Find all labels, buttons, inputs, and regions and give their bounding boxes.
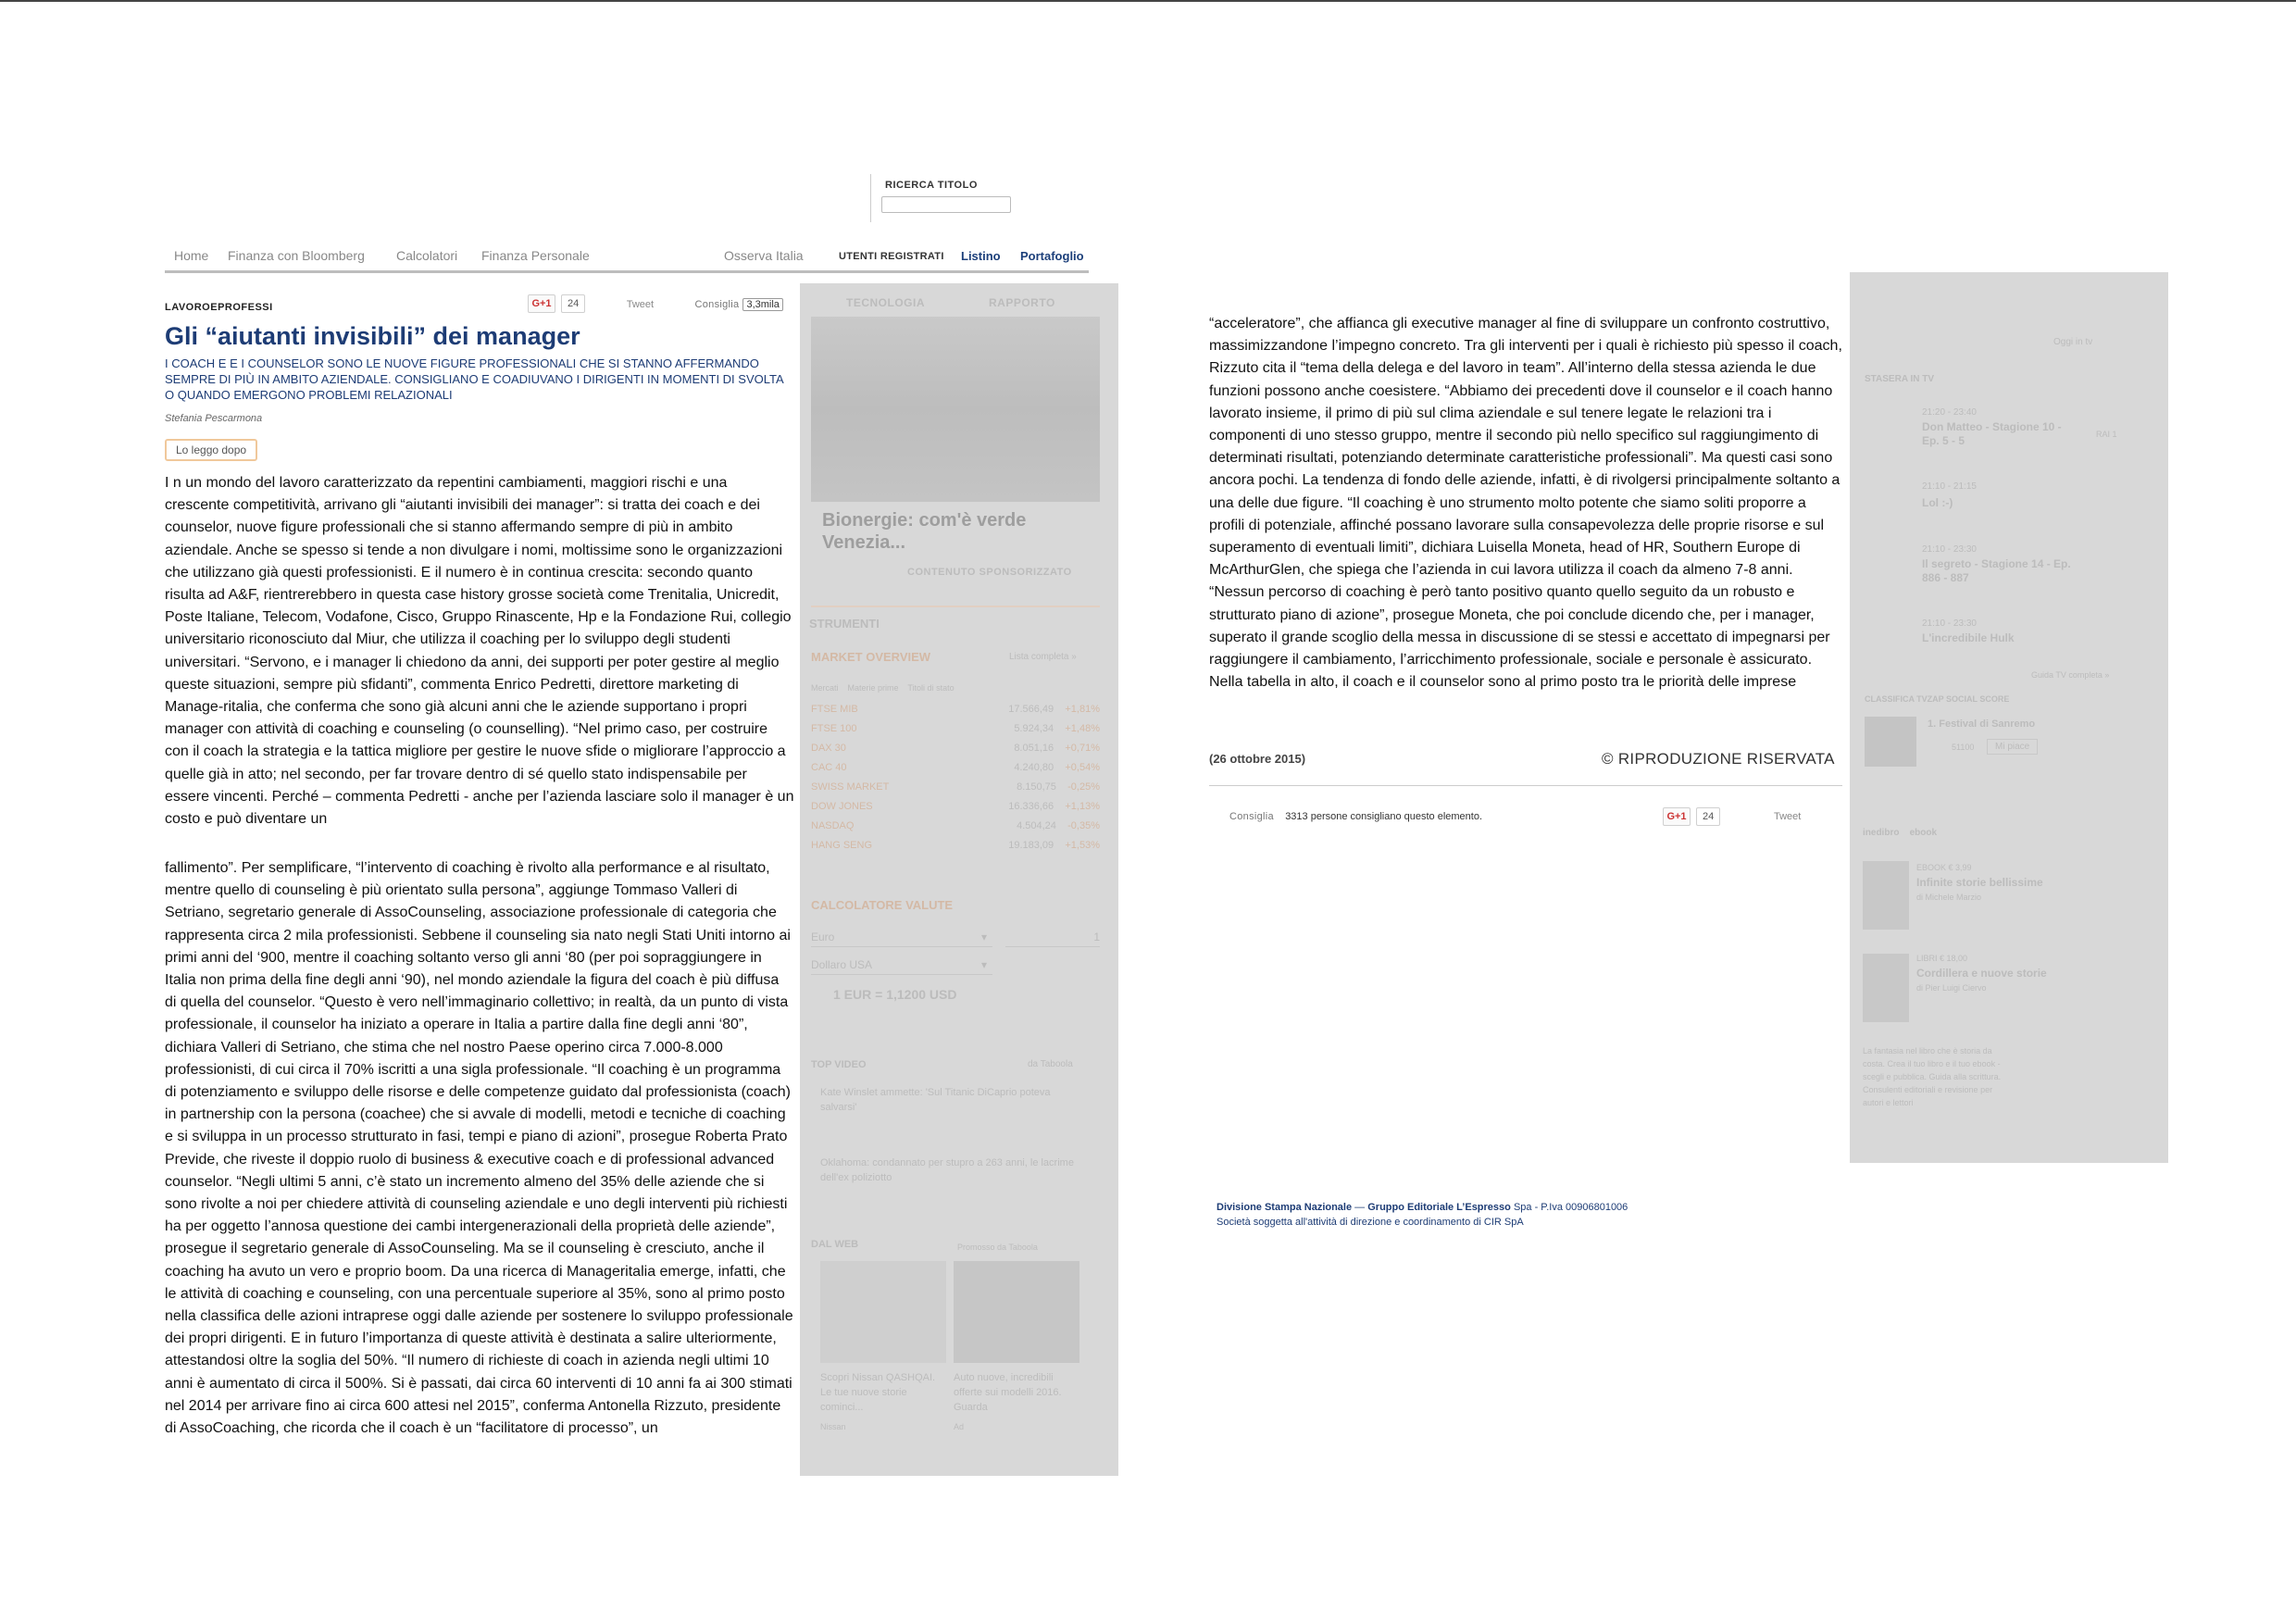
social-count: 51100 — [1952, 743, 1975, 752]
market-name[interactable]: DAX 30 — [811, 743, 846, 754]
publisher-footer — [1217, 1200, 1628, 1230]
from-currency-select[interactable] — [811, 928, 992, 947]
search-separator — [870, 174, 871, 222]
recommend-text: 3313 persone consigliano questo elemento. — [1285, 811, 1483, 822]
calc-title: CALCOLATORE VALUTE — [811, 898, 954, 912]
market-value: 8.150,75 — [1017, 781, 1056, 793]
footer-vat: Spa - P.Iva 00906801006 — [1510, 1202, 1628, 1213]
article-body-part-3: “acceleratore”, che affianca gli executive manager al fine di sviluppare un confronto costruttivo, massimizzandone l’impegno concreto. Tra gli interventi per i quali è richiesto più spesso il coach, Rizzuto cita il “tema della delega e del lavoro in team”. All’interno della stessa azienda le due funzioni possono anche coesistere. “Abbiamo dei precedenti dove il counselor e il coach hanno lavorato insieme, il primo di più sul clima aziendale e sul tenere legate le relazioni tra i componenti di uno stesso gruppo, mentre il secondo più nello specifico sul raggiungimento di determinati risultati, potenziando determinate caratteristiche professionali”. Ma questi casi sono ancora pochi. La tendenza di fondo delle aziende, infatti, è di rivolgersi principalmente soltanto a una delle due figure. “Il coaching è uno strumento molto potente che siamo soliti proporre a profili di potenziale, affinché possano lavorare sulla consapevolezza delle proprie risorse e sul superamento di eventuali limiti”, dichiara Luisella Moneta, head of HR, Southern Europe di McArthurGlen, che spiega che l’azienda in cui lavora utilizza il coach da almeno 7-8 anni. “Nessun percorso di coaching è però tanto positivo quanto quello seguito da un robusto e strutturato piano di azione”, prosegue Moneta, che poi conclude dicendo che, per i manager, superato il grande scoglio della messa in discussione di se stessi e accettato di impegnarsi per raggiungere il cambiamento, l’arricchimento professionale, sociale e personale è assicurato. Nella tabella in alto, il coach e il counselor sono al primo posto tra le priorità delle imprese — [1209, 316, 1842, 691]
tv-time: 21:20 - 23:40 — [1922, 407, 1977, 418]
top-rule — [0, 0, 2296, 2]
footer-division[interactable]: Divisione Stampa Nazionale — [1217, 1202, 1353, 1213]
video-title: TOP VIDEO — [811, 1059, 867, 1070]
market-change: +1,53% — [1065, 840, 1100, 851]
web-item-image[interactable] — [820, 1261, 946, 1363]
gplus-count: 24 — [1696, 807, 1720, 826]
book-tabs — [1863, 828, 1937, 838]
nav-home[interactable]: Home — [174, 248, 209, 263]
market-value: 4.504,24 — [1017, 820, 1056, 831]
market-tabs — [811, 683, 1100, 693]
book-tab[interactable]: ebook — [1909, 828, 1938, 838]
book-author: di Michele Marzio — [1916, 893, 1982, 902]
copyright-notice: © RIPRODUZIONE RISERVATA — [1602, 750, 1835, 768]
book-author: di Pier Luigi Ciervo — [1916, 983, 1987, 993]
market-value: 8.051,16 — [1014, 743, 1054, 754]
rate-result — [833, 987, 956, 1002]
tweet-button[interactable]: Tweet — [1774, 811, 1802, 822]
top-nav — [165, 246, 1089, 273]
divider — [1209, 785, 1842, 786]
like-button[interactable]: Mi piace — [1987, 739, 2038, 755]
web-item-text[interactable]: Scopri Nissan QASHQAI. Le tue nuove storie cominci... — [820, 1372, 936, 1413]
market-change: +1,48% — [1065, 723, 1100, 734]
to-currency-select[interactable] — [811, 956, 992, 975]
consiglia-button[interactable]: Consiglia — [694, 299, 740, 311]
market-tab[interactable]: Materie prime — [847, 683, 899, 693]
footer-line-2: Società soggetta all'attività di direzione e coordinamento di CIR SpA — [1217, 1217, 1524, 1228]
market-name[interactable]: DOW JONES — [811, 801, 873, 812]
promo-title[interactable]: Bionergie: com'è verde Venezia... — [822, 510, 1027, 553]
footer-line-1 — [1217, 1200, 1628, 1215]
nav-osserva-italia[interactable]: Osserva Italia — [724, 248, 804, 263]
article-body-part-2: fallimento”. Per semplificare, “l’intervento di coaching è rivolto alla performance e al risultato, mentre quello di counseling è più orientato sulla persona”, aggiunge Tommaso Valleri di Setriano, segretario generale di AssoCounseling, associazione professionale di categoria che rappresenta circa 2 mila professionisti. Sebbene il counseling sia nato negli Stati Uniti intorno ai primi anni del ‘900, mentre il coaching soltanto verso gli anni ‘80 (per poi sopraggiungere in Italia non prima della fine degli anni ‘90), nel mondo aziendale la figura del coach è più diffusa di quella del counselor. “Questo è vero nell’immaginario collettivo; in realtà, da un punto di vista professionale, il counselor ha iniziato a operare in Italia a partire dalla fine degli anni ‘80”, dichiara Valleri di Setriano, che stima che nel nostro Paese operino circa 7.000-8.000 professionisti, di cui circa il 70% iscritti a una sigla professionale. “Il coaching è un programma di potenziamento e sviluppo delle risorse e delle competenze guidato dal professionista (coach) in partnership con la persona (coachee) che si avvale di modelli, metodi e tecniche di coaching e si sviluppa in un processo strutturato in fasi, tempi e piano di azioni”, prosegue Roberta Prato Previde, che riveste il doppio ruolo di business & executive coach e di professional advanced counselor. “Negli ultimi 5 anni, c’è stato un incremento almeno del 35% delle aziende che si sono rivolte a noi per chiedere attività di counseling aziendale e uno degli interventi più richiesti ha per oggetto l’annosa questione dei cambi intergenerazionali della proprietà delle aziende”, prosegue il segretario generale di AssoCounseling. Ma se il counseling è cresciuto, anche il coaching ha avuto un vero e proprio boom. Da una ricerca di Manageritalia emerge, infatti, che le attività di coaching e counseling, con una percentuale superiore al 35%, sono al primo posto nella classifica delle azioni intraprese oggi dalle aziende per sostenere lo sviluppo professionale dei propri dirigenti. E in futuro l’importanza di queste attività è destinata a salire ulteriormente, attestandosi oltre la soglia del 50%. “Il numero di richieste di coach in azienda negli ultimi 10 anni è aumentato di circa il 500%. Si è passati, dai circa 60 interventi di 10 anni fa ai 300 stimati nel 2014 per arrivare fino ai circa 600 attesi nel 2015”, conferma Antonella Rizzuto, presidente di AssoCoaching, che ricorda che il coach è un “facilitatore di processo”, un — [165, 860, 793, 1437]
market-value: 17.566,49 — [1008, 704, 1054, 715]
web-title: DAL WEB — [811, 1239, 859, 1250]
amount-input[interactable]: 1 — [1005, 928, 1100, 947]
social-item[interactable]: 1. Festival di Sanremo — [1928, 718, 2036, 730]
book-cover[interactable] — [1863, 954, 1909, 1022]
market-change: -0,25% — [1067, 781, 1100, 793]
article-subtitle: I COACH E E I COUNSELOR SONO LE NUOVE FIGURE PROFESSIONALI CHE SI STANNO AFFERMANDO SEMPRE DI PIÙ IN AMBITO AZIENDALE. CONSIGLIANO E COADIUVANO I DIRIGENTI IN MOMENTI DI SVOLTA O QUANDO EMERGONO PROBLEMI RELAZIONALI — [165, 356, 783, 402]
market-name[interactable]: NASDAQ — [811, 820, 855, 831]
tv-channel: RAI 1 — [2096, 430, 2117, 439]
market-change: +1,13% — [1065, 801, 1100, 812]
video-source: da Taboola — [1028, 1059, 1073, 1069]
tv-time: 21:10 - 21:15 — [1922, 481, 1977, 492]
video-item[interactable]: Kate Winslet ammette: 'Sul Titanic DiCaprio poteva salvarsi' — [820, 1087, 1051, 1113]
market-table — [811, 700, 1100, 856]
promo-image[interactable] — [811, 317, 1100, 502]
consiglia-button[interactable]: Consiglia — [1229, 811, 1274, 822]
article-author: Stefania Pescarmona — [165, 413, 263, 424]
nav-finanza-personale[interactable]: Finanza Personale — [481, 248, 590, 263]
tweet-button[interactable]: Tweet — [626, 299, 655, 311]
web-item-image[interactable] — [954, 1261, 1079, 1363]
article-date: (26 ottobre 2015) — [1209, 752, 1306, 766]
recommend-bar — [1229, 811, 1482, 822]
tv-show[interactable]: Don Matteo - Stagione 10 - Ep. 5 - 5 — [1922, 420, 2062, 447]
book-tab[interactable]: inedibro — [1863, 828, 1900, 838]
video-item[interactable]: Oklahoma: condannato per stupro a 263 anni, le lacrime dell'ex poliziotto — [820, 1157, 1074, 1183]
market-tab[interactable]: Mercati — [811, 683, 839, 693]
market-tab[interactable]: Titoli di stato — [907, 683, 955, 693]
tab-rapporto[interactable]: RAPPORTO — [989, 296, 1055, 309]
gplus-share — [1663, 807, 1720, 826]
book-desc: La fantasia nel libro che è storia da costa. Crea il tuo libro e il tuo ebook - scegli e pubblica. Guida alla scrittura. Consulenti editoriali e revisione per autori e lettori — [1863, 1046, 2002, 1107]
strumenti-label: STRUMENTI — [809, 617, 880, 631]
book-title[interactable]: Cordillera e nuove storie — [1916, 967, 2047, 980]
tv-sidebar-panel — [1850, 272, 2168, 1163]
chevron-down-icon: ▾ — [980, 931, 987, 943]
book-meta: EBOOK € 3,99 — [1916, 863, 1972, 872]
tv-show[interactable]: Lol :-) — [1922, 496, 1953, 509]
footer-sep: — — [1352, 1202, 1368, 1213]
nav-listino[interactable]: Listino — [961, 249, 1001, 263]
to-currency: Dollaro USA — [811, 958, 873, 971]
market-change: +0,71% — [1065, 743, 1100, 754]
market-change: -0,35% — [1067, 820, 1100, 831]
market-name[interactable]: HANG SENG — [811, 840, 873, 851]
market-name[interactable]: SWISS MARKET — [811, 781, 890, 793]
sidebar-panel — [800, 283, 1118, 1476]
nav-utenti-registrati: UTENTI REGISTRATI — [839, 251, 944, 262]
market-value: 5.924,34 — [1014, 723, 1054, 734]
market-value: 19.183,09 — [1008, 840, 1054, 851]
web-item-text[interactable]: Auto nuove, incredibili offerte sui modelli 2016. Guarda — [954, 1372, 1062, 1413]
article-title: Gli “aiutanti invisibili” dei manager — [165, 322, 580, 350]
web-item-source: Ad — [954, 1422, 965, 1431]
search-input[interactable] — [881, 196, 1011, 213]
divider — [811, 606, 1100, 607]
tv-time: 21:10 - 23:30 — [1922, 618, 1977, 629]
market-change: +0,54% — [1065, 762, 1100, 773]
social-thumb[interactable] — [1865, 717, 1916, 767]
web-item-source: Nissan — [820, 1422, 846, 1431]
market-value: 4.240,80 — [1014, 762, 1054, 773]
tab-tecnologia[interactable]: TECNOLOGIA — [846, 296, 925, 309]
book-meta: LIBRI € 18,00 — [1916, 954, 1968, 963]
rate-value: 1,1200 USD — [886, 987, 957, 1002]
rate-prefix: 1 EUR = — [833, 987, 887, 1002]
market-name[interactable]: FTSE MIB — [811, 704, 858, 715]
market-title: MARKET OVERVIEW — [811, 650, 931, 664]
tv-show[interactable]: Il segreto - Stagione 14 - Ep. 886 - 887 — [1922, 557, 2071, 584]
promo-label: CONTENUTO SPONSORIZZATO — [907, 567, 1072, 578]
market-name[interactable]: FTSE 100 — [811, 723, 857, 734]
nav-bloomberg[interactable]: Finanza con Bloomberg — [228, 248, 365, 263]
tv-title: STASERA IN TV — [1865, 374, 1935, 384]
market-change: +1,81% — [1065, 704, 1100, 715]
from-currency: Euro — [811, 931, 835, 943]
chevron-down-icon: ▾ — [980, 958, 987, 971]
consiglia-count: 3,3mila — [742, 298, 782, 311]
book-cover[interactable] — [1863, 861, 1909, 930]
tv-time: 21:10 - 23:30 — [1922, 544, 1977, 555]
gplus-button[interactable]: G+1 — [1663, 807, 1691, 826]
read-later-button[interactable]: Lo leggo dopo — [165, 439, 257, 461]
nav-portafoglio[interactable]: Portafoglio — [1020, 249, 1084, 263]
book-title[interactable]: Infinite storie bellissime — [1916, 876, 2043, 889]
social-title: CLASSIFICA TVZAP SOCIAL SCORE — [1865, 694, 2010, 704]
market-value: 16.336,66 — [1008, 801, 1054, 812]
web-source: Promosso da Taboola — [957, 1243, 1038, 1252]
section-label[interactable]: LAVOROEPROFESSI — [165, 302, 273, 313]
social-share-bar — [528, 294, 783, 313]
tv-top-label: Oggi in tv — [2053, 337, 2093, 347]
gplus-button[interactable]: G+1 — [528, 294, 555, 313]
market-link[interactable]: Lista completa » — [1009, 652, 1077, 662]
tv-show[interactable]: L'incredibile Hulk — [1922, 631, 2015, 644]
article-body-part-1: I n un mondo del lavoro caratterizzato da repentini cambiamenti, maggiori rischi e una crescente competitività, arrivano gli “aiutanti invisibili dei manager”: si tratta dei coach e dei counselor, nuove figure professionali che si stanno affermando sempre di più in ambito aziendale. Anche se spesso si tende a non divulgare i nomi, moltissime sono le organizzazioni che utilizzano già questi professionisti. E il numero è in continua crescita: secondo quanto risulta ad A&F, rientrerebbero in questa case history grosse società come Trenitalia, Unicredit, Poste Italiane, Telecom, Vodafone, Cisco, Gruppo Rinascente, Hp e la Fondazione Rui, collegio universitario riconosciuto dal Miur, che utilizza il coaching per lo sviluppo degli studenti universitari. “Servono, e i manager li chiedono da anni, dei supporti per poter gestire al meglio queste situazioni, sempre più sfidanti”, commenta Enrico Pedretti, direttore marketing di Manage-ritalia, che conferma che sono già alcuni anni che le aziende supportano i propri manager con attività di coaching e counseling (o counselling). “Nel primo caso, per costruire con il coach la strategia e la tattica migliore per gestire le nuove sfide o migliorare l’approccio a quelle già in atto; nel secondo, per far trovare dentro di sé quello stato indispensabile per essere vincenti. Perché – commenta Pedretti - anche per l’azienda lasciare solo il manager è un costo e può diventare un — [165, 475, 794, 828]
nav-calcolatori[interactable]: Calcolatori — [396, 248, 458, 263]
gplus-count: 24 — [561, 294, 585, 313]
market-name[interactable]: CAC 40 — [811, 762, 847, 773]
search-label: RICERCA TITOLO — [885, 180, 978, 191]
tv-guide-link[interactable]: Guida TV completa » — [2031, 670, 2110, 680]
footer-group[interactable]: Gruppo Editoriale L’Espresso — [1367, 1202, 1511, 1213]
